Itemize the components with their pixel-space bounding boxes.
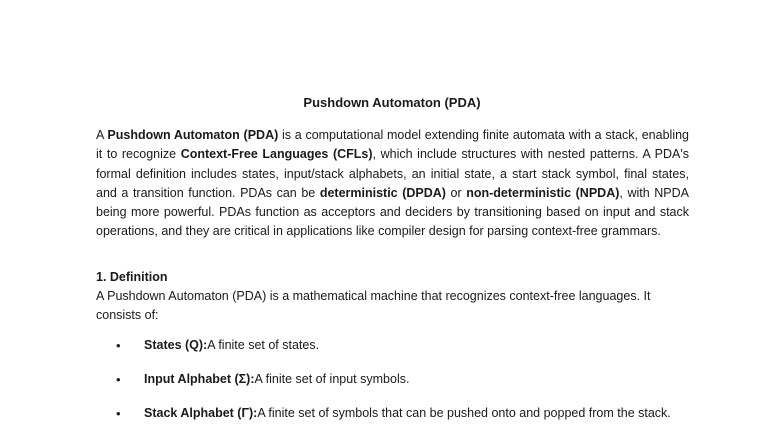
bullet-description: A finite set of states.: [207, 338, 320, 352]
bullet-term: States (Q):: [144, 338, 208, 352]
bullet-marker: •: [116, 406, 121, 421]
intro-text-1: A: [96, 128, 108, 142]
definition-paragraph: A Pushdown Automaton (PDA) is a mathematical machine that recognizes context-free languages. It consists of:: [96, 289, 651, 323]
list-item: [96, 404, 689, 423]
bullet-description: A finite set of symbols that can be pushed onto and popped from the stack.: [257, 406, 671, 420]
intro-text-5: , with NPDA being more powerful. PDAs function as acceptors and deciders by transitioning based on input and stack operations, and they are critical in applications like compiler design for parsing context-free grammars.: [96, 185, 689, 239]
bullet-marker: •: [116, 372, 121, 387]
intro-text-3: , which include structures with nested patterns. A PDA's formal definition includes states, input/stack alphabets, an initial state, a start stack symbol, final states, and a transition function. PDAs can be: [96, 147, 689, 200]
bullet-term: Stack Alphabet (Γ):: [144, 406, 258, 420]
intro-term-npda: non-deterministic (NPDA): [466, 185, 620, 200]
list-item: [96, 370, 689, 389]
bullet-term: Input Alphabet (Σ):: [144, 372, 255, 386]
intro-term-dpda: deterministic (DPDA): [319, 185, 446, 200]
section-heading-definition: 1. Definition: [96, 270, 168, 284]
bullet-description: A finite set of input symbols.: [254, 372, 410, 386]
components-list: [96, 336, 689, 438]
intro-term-cfl: Context-Free Languages (CFLs): [180, 147, 373, 162]
intro-text-2: is a computational model extending finite automata with a stack, enabling it to recognize: [96, 128, 689, 162]
document-title: Pushdown Automaton (PDA): [303, 95, 481, 110]
bullet-marker: •: [116, 338, 121, 353]
list-item: [96, 336, 689, 355]
intro-text-4: or: [445, 185, 467, 200]
intro-term-pda: Pushdown Automaton (PDA): [107, 128, 279, 142]
intro-paragraph: [96, 126, 689, 242]
